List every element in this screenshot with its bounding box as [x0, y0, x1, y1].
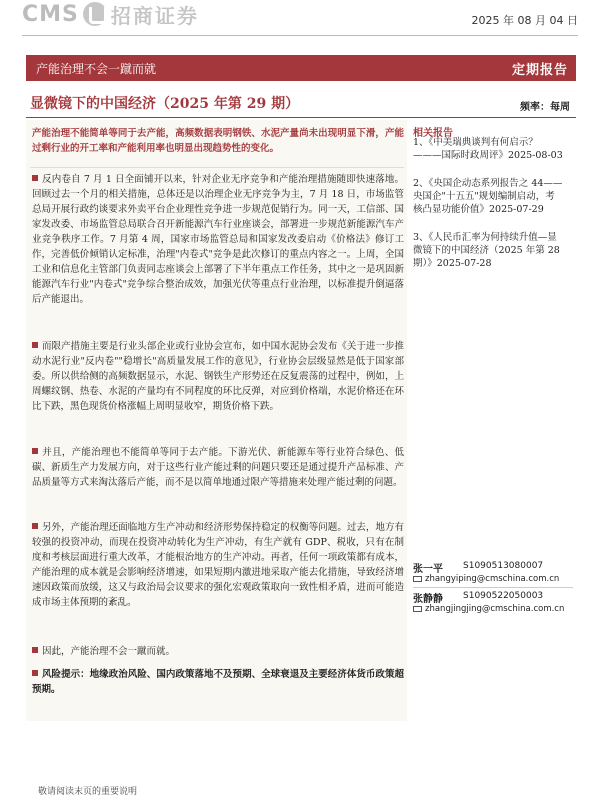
header-divider — [22, 35, 578, 36]
page-header — [0, 0, 600, 44]
analyst-name: 张静静 — [413, 594, 443, 605]
report-date: 2025 年 08 月 04 日 — [471, 14, 578, 27]
report-title: 显微镜下的中国经济（2025 年第 29 期） — [30, 96, 300, 112]
related-report-1[interactable]: 1、《中美瑞典谈判有何启示？———国际时政周评》2025-08-03 — [413, 137, 563, 161]
related-report-2[interactable]: 2、《央国企动态系列报告之 44——央国企"十五五"规划编制启动，考核凸显功能价值》2025-07-29 — [413, 178, 563, 215]
bullet-icon — [32, 175, 38, 181]
paragraph-text: 而限产措施主要是行业头部企业或行业协会宣布，如中国水泥协会发布《关于进一步推动水泥行业"反内卷""稳增长"高质量发展工作的意见》，行业协会层级显然是低于国家部委。所以供给侧的高频数据显示，水泥、钢铁生产形势还在反复震荡的过程中，例如，上周螺纹钢、热卷、水泥的产量均有不同程度的环比反弹，对应到价格端，水泥价格还在环比下跌，黑色现货价格涨幅上周明显收窄，期货价格下跌。 — [32, 341, 404, 412]
banner-topic: 产能治理不会一蹴而就 — [36, 62, 157, 76]
report-type-label: 定期报告 — [511, 63, 568, 78]
paragraph-text: 反内卷自 7 月 1 日全面铺开以来，针对企业无序竞争和产能治理措施随即快速落地。回顾过去一个月的相关措施，总体还是以治理企业无序竞争为主，7 月 18 日，市场监管总局开展行政约谈要求外卖平台企业理性竞争进一步规范促销行为。同一天，工信部、国家发改委、市场监管总局联合召开新能源汽车行业座谈会，部署进一步规范新能源汽车产业竞争秩序工作。7 月第 4 周，国家市场监管总局和国家发改委启动《价格法》修订工作，完善低价倾销认定标准，治理"内卷式"竞争是此次修订的重点内容之一。上周，全国工业和信息化主管部门负责同志座谈会上部署了下半年重点工作任务，其中之一是巩固新能源汽车行业"内卷式"竞争综合整治成效，加强光伏等重点行业治理，以标准提升倒逼落后产能退出。 — [32, 174, 404, 305]
paragraph-2 — [32, 339, 404, 414]
bullet-icon — [32, 342, 38, 348]
logo-text-cn: 招商证券 — [110, 3, 199, 28]
analyst-email[interactable] — [413, 604, 564, 614]
analyst-license: S1090522050003 — [463, 591, 544, 601]
page-footer: 敬请阅读末页的重要说明 — [38, 787, 138, 797]
paragraph-3 — [32, 445, 404, 490]
topic-banner — [26, 55, 576, 81]
bullet-icon — [32, 647, 38, 653]
bullet-icon — [32, 448, 38, 454]
risk-warning-text: 风险提示：地缘政治风险、国内政策落地不及预期、全球衰退及主要经济体货币政策超预期。 — [32, 669, 404, 695]
paragraph-text: 并且，产能治理也不能简单等同于去产能。下游光伏、新能源车等行业符合绿色、低碳、新质生产力发展方向，对于这些行业产能过剩的问题只要还是通过提升产品标准、产品质量等方式来淘汰落后产能，而不是以简单地通过限产等措施来处理产能过剩的问题。 — [32, 447, 404, 488]
bullet-icon — [32, 523, 38, 529]
paragraph-5 — [32, 644, 404, 659]
related-report-3[interactable]: 3、《人民币汇率为何持续升值—显微镜下的中国经济（2025 年第 28 期）》2025-07-28 — [413, 232, 560, 269]
paragraph-4 — [32, 520, 404, 610]
analyst-name: 张一平 — [413, 564, 443, 575]
analyst-license: S1090513080007 — [463, 561, 544, 571]
related-reports-heading: 相关报告 — [413, 128, 453, 139]
sidebar — [411, 120, 576, 721]
report-frequency: 频率：每周 — [520, 102, 570, 113]
bullet-icon — [32, 670, 38, 676]
analyst-email[interactable] — [413, 574, 559, 584]
mail-icon — [413, 606, 422, 612]
main-content — [26, 120, 407, 721]
summary-text: 产能治理不能简单等同于去产能，高频数据表明钢铁、水泥产量尚未出现明显下滑，产能过剩行业的开工率和产能利用率也明显出现趋势性的变化。 — [32, 128, 404, 154]
title-divider — [26, 117, 576, 118]
analyst-divider — [413, 587, 573, 588]
summary-divider — [30, 167, 404, 168]
risk-warning — [32, 667, 404, 697]
logo-text-en: CMS — [22, 1, 79, 27]
company-logo — [22, 2, 199, 26]
paragraph-1 — [32, 172, 404, 307]
analyst-email-text: zhangyiping@cmschina.com.cn — [425, 574, 560, 584]
mail-icon — [413, 576, 422, 582]
logo-mark-icon — [83, 2, 107, 26]
analyst-email-text: zhangjingjing@cmschina.com.cn — [425, 604, 565, 614]
paragraph-text: 因此，产能治理不会一蹴而就。 — [42, 646, 176, 657]
paragraph-text: 另外，产能治理还面临地方生产冲动和经济形势保持稳定的权衡等问题。过去，地方有较强的投资冲动，而现在投资冲动转化为生产冲动，有生产就有 GDP、税收，只有在制度和考核层面进行重大改革，才能根治地方的生产冲动。再者，任何一项政策都有成本，产能治理的成本就是会影响经济增速，如果短期内激进地采取产能去化措施，导致经济增速因政策而放缓，这又与政治局会议要求的强化宏观政策取向一致性相矛盾，进而可能造成市场主体预期的紊乱。 — [32, 522, 404, 608]
